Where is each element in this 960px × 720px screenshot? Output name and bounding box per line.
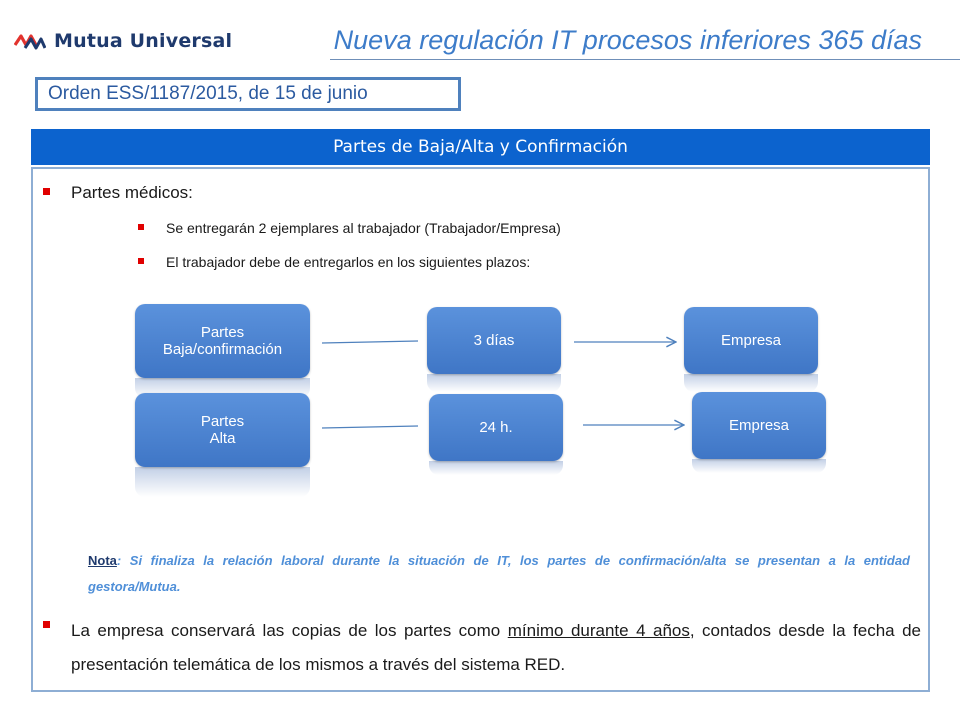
bullet-marker bbox=[43, 621, 50, 628]
slide-title: Nueva regulación IT procesos inferiores 365 días bbox=[333, 25, 922, 55]
note-text: : Si finaliza la relación laboral durante la situación de IT, los partes de confirmación/alta se presentan a la entidad gestora/Mutua. bbox=[88, 553, 910, 594]
bullet-text-start: La empresa conservará las copias de los partes como bbox=[71, 621, 508, 640]
node-line: Partes bbox=[200, 324, 245, 341]
note-paragraph bbox=[88, 548, 910, 600]
brand-name: Mutua Universal bbox=[54, 30, 233, 52]
node-line: Empresa bbox=[728, 417, 790, 434]
bullet-text-underlined: mínimo durante 4 años bbox=[507, 621, 690, 640]
node-line: 24 h. bbox=[479, 419, 513, 436]
note-label: Nota bbox=[88, 553, 117, 568]
node-line: Alta bbox=[209, 430, 236, 447]
node-line: Empresa bbox=[720, 332, 782, 349]
bullet-partes-medicos: Partes médicos: bbox=[71, 183, 193, 202]
node-line: 3 días bbox=[473, 332, 515, 349]
bullet-text-end: , contados desde la fecha de presentación telemática de los mismos a través del sistema RED. bbox=[71, 621, 921, 674]
bullet-conservacion bbox=[71, 614, 921, 682]
sub-bullet-ejemplares: Se entregarán 2 ejemplares al trabajador (Trabajador/Empresa) bbox=[166, 220, 561, 236]
node-line: Partes bbox=[200, 413, 245, 430]
connector-line bbox=[322, 341, 418, 343]
connector-line bbox=[322, 426, 418, 428]
sub-bullet-plazos: El trabajador debe de entregarlos en los siguientes plazos: bbox=[166, 254, 531, 270]
node-line: Baja/confirmación bbox=[162, 341, 283, 358]
section-header: Partes de Baja/Alta y Confirmación bbox=[31, 129, 930, 165]
order-reference-box: Orden ESS/1187/2015, de 15 de junio bbox=[35, 77, 461, 111]
